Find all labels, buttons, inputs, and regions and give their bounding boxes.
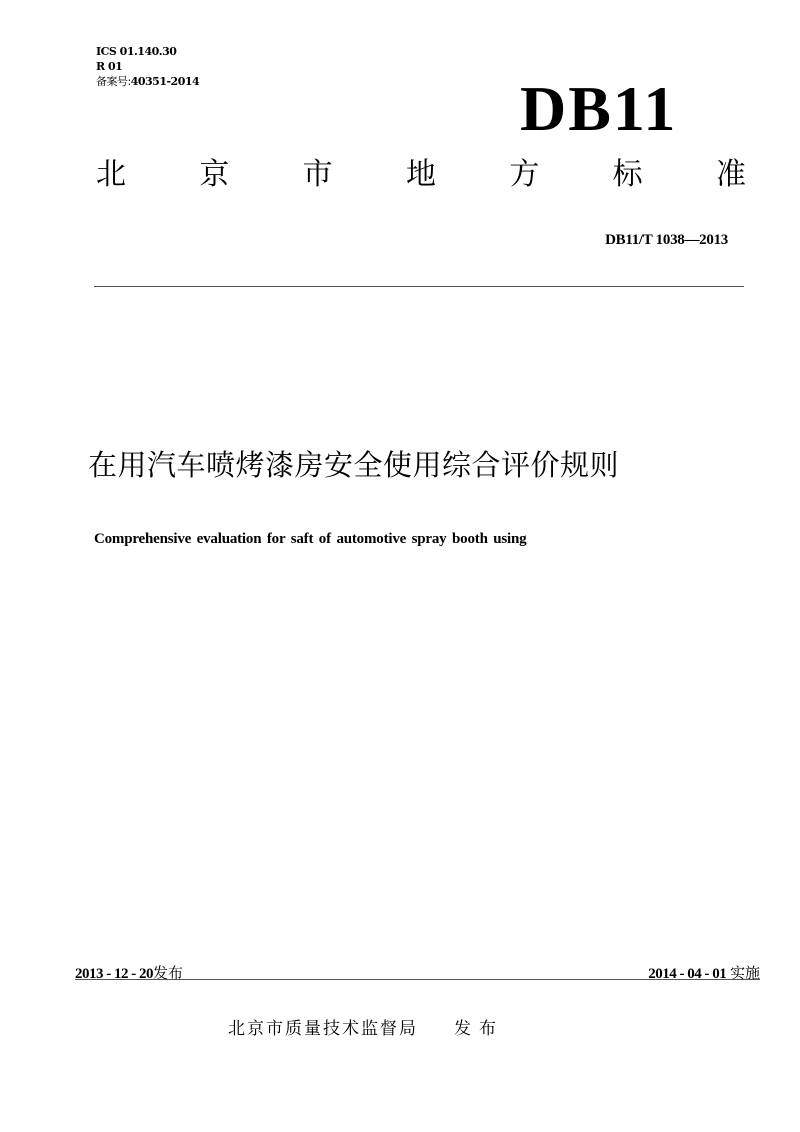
effective-date: 2014 - 04 - 01 <box>648 966 727 982</box>
standard-type-char: 方 <box>509 157 540 192</box>
record-number: 40351-2014 <box>130 75 200 88</box>
record-label: 备案号: <box>96 75 131 88</box>
issuer-action: 发布 <box>454 1019 504 1039</box>
ics-code: ICS 01.140.30 <box>96 45 177 58</box>
standard-type-char: 地 <box>405 157 436 192</box>
standard-type-char: 准 <box>715 157 746 192</box>
record-line <box>96 74 199 89</box>
standard-type-char: 标 <box>612 157 643 192</box>
standard-code-large: DB11 <box>520 73 678 144</box>
standard-type-char: 市 <box>302 157 333 192</box>
publish-label: 发布 <box>153 964 184 982</box>
standard-number: DB11/T 1038—2013 <box>605 232 728 248</box>
document-title-chinese: 在用汽车喷烤漆房安全使用综合评价规则 <box>88 448 620 482</box>
issuer-line <box>228 1014 504 1039</box>
effective-label: 实施 <box>729 964 760 982</box>
document-title-english: Comprehensive evaluation for saft of automotive spray booth using <box>94 531 527 547</box>
ccs-code: R 01 <box>96 60 123 73</box>
footer-divider <box>75 979 760 980</box>
header-divider <box>94 286 744 287</box>
standard-type-title <box>96 155 746 195</box>
publish-date: 2013 - 12 - 20 <box>75 966 153 982</box>
standard-type-char: 京 <box>199 157 230 192</box>
issuer-name: 北京市质量技术监督局 <box>228 1019 418 1039</box>
classification-block <box>96 44 199 89</box>
standard-type-char: 北 <box>96 157 126 192</box>
